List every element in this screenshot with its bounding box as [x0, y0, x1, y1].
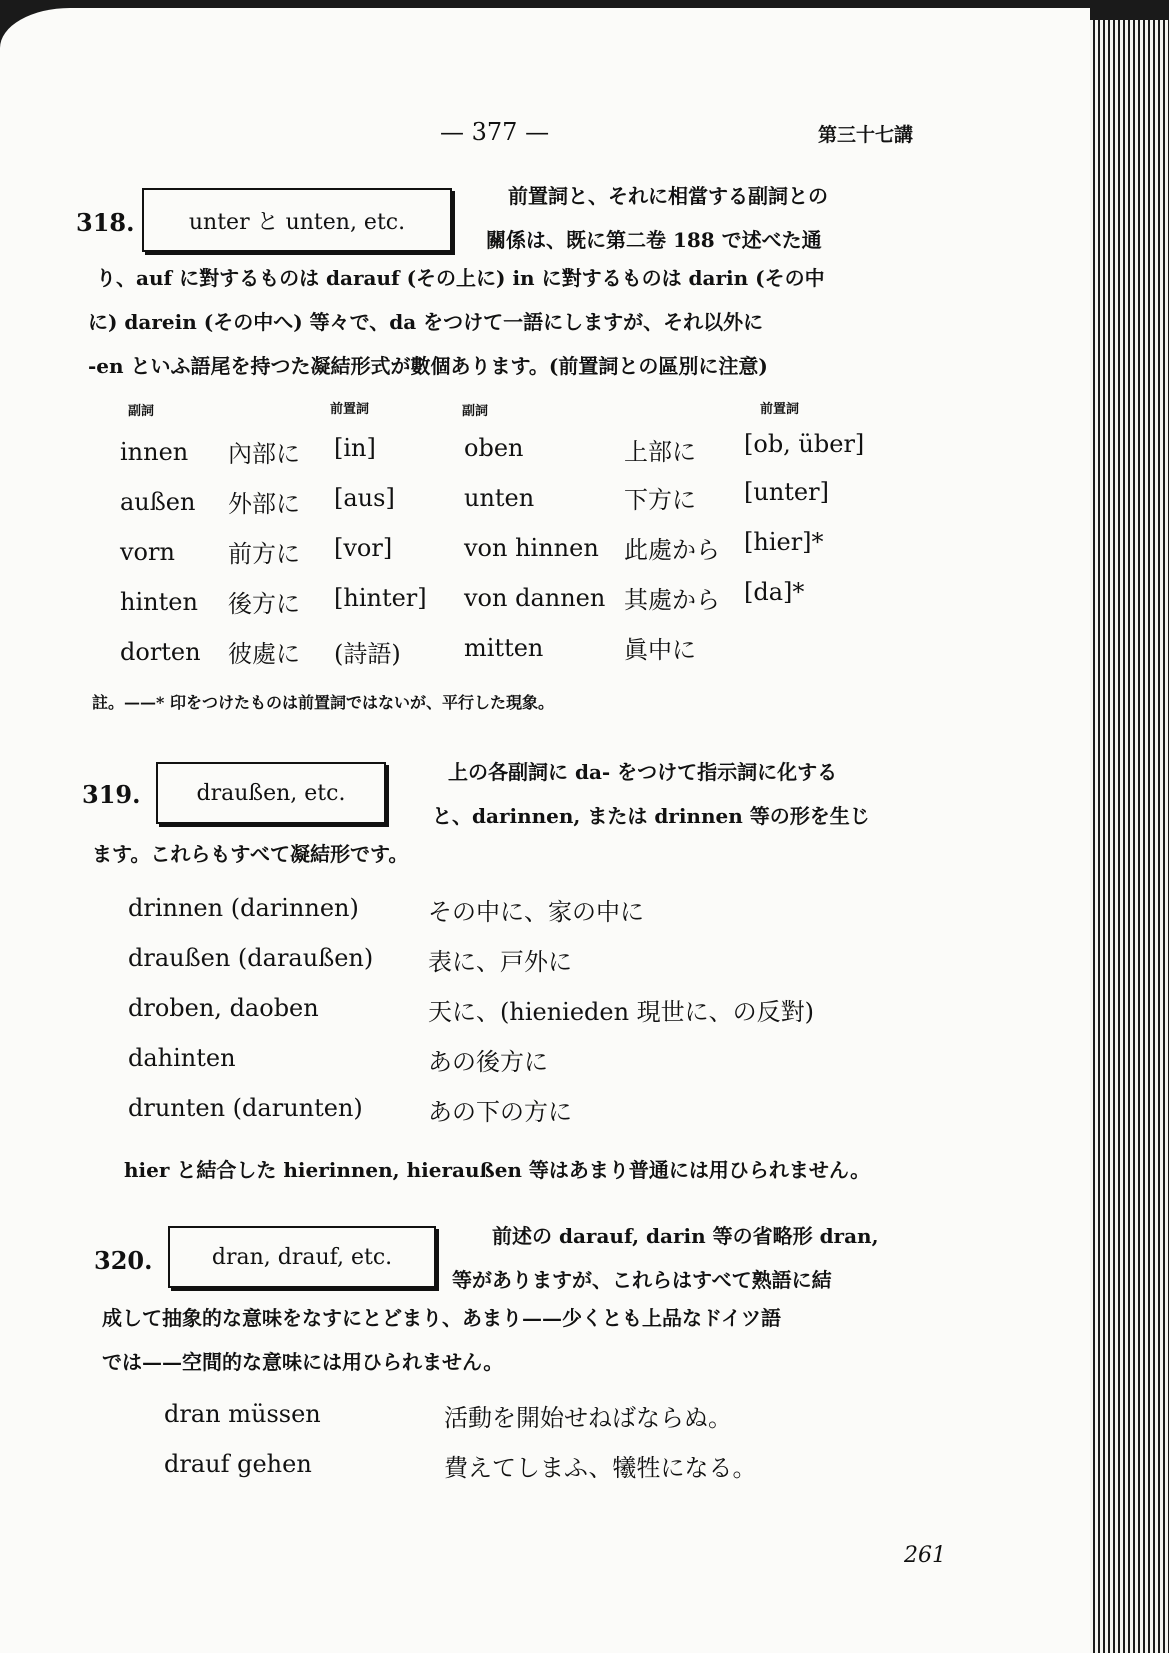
- table-cell: mitten: [464, 634, 544, 662]
- table-cell: 其處から: [624, 586, 720, 614]
- table-cell: dahinten: [128, 1044, 236, 1072]
- paragraph-line: -en といふ語尾を持つた凝結形式が數個あります。(前置詞との區別に注意): [88, 354, 768, 378]
- table-cell: dran müssen: [164, 1400, 321, 1428]
- section-number-319: 319.: [82, 780, 141, 809]
- table-cell: drinnen (darinnen): [128, 894, 359, 922]
- table-cell: innen: [120, 438, 189, 466]
- paragraph-line: ます。これらもすべて凝結形です。: [92, 842, 409, 866]
- section-heading-box-318: [142, 188, 452, 252]
- paragraph-line: では——空間的な意味には用ひられません。: [102, 1350, 504, 1374]
- column-header: 副詞: [462, 404, 489, 419]
- paragraph-line: 前置詞と、それに相當する副詞との: [508, 184, 828, 208]
- paragraph-line: 等がありますが、これらはすべて熟語に結: [452, 1268, 832, 1292]
- paragraph-line: 關係は、既に第二卷 188 で述べた通: [486, 228, 822, 252]
- table-cell: その中に、家の中に: [428, 898, 644, 926]
- section-number-318: 318.: [76, 208, 135, 237]
- table-cell: [hier]*: [744, 528, 824, 556]
- table-cell: 上部に: [624, 438, 696, 466]
- paragraph-line: と、darinnen, または drinnen 等の形を生じ: [432, 804, 870, 828]
- table-cell: 此處から: [624, 536, 720, 564]
- table-cell: außen: [120, 488, 196, 516]
- lecture-title: 第三十七講: [818, 124, 914, 146]
- table-cell: [unter]: [744, 478, 829, 506]
- table-cell: あの後方に: [428, 1048, 548, 1076]
- column-header: 前置詞: [330, 402, 370, 417]
- table-cell: von hinnen: [464, 534, 599, 562]
- table-cell: [vor]: [334, 534, 393, 562]
- page-edge-stack: [1090, 20, 1169, 1653]
- table-cell: drauf gehen: [164, 1450, 312, 1478]
- table-cell: [ob, über]: [744, 430, 865, 458]
- table-cell: droben, daoben: [128, 994, 319, 1022]
- section-number-320: 320.: [94, 1246, 153, 1275]
- table-cell: von dannen: [464, 584, 606, 612]
- table-cell: unten: [464, 484, 535, 512]
- folio-number: 261: [904, 1543, 946, 1568]
- table-cell: oben: [464, 434, 524, 462]
- table-cell: 外部に: [228, 490, 300, 518]
- paragraph-line: 成して抽象的な意味をなすにとどまり、あまり——少くとも上品なドイツ語: [102, 1306, 781, 1330]
- table-cell: あの下の方に: [428, 1098, 572, 1126]
- table-cell: 費えてしまふ、犧牲になる。: [444, 1454, 757, 1482]
- table-cell: 眞中に: [624, 636, 696, 664]
- section-heading-319: draußen, etc.: [196, 780, 346, 806]
- table-cell: 彼處に: [228, 640, 300, 668]
- table-cell: 表に、戸外に: [428, 948, 572, 976]
- paragraph-line: 上の各副詞に da- をつけて指示詞に化する: [448, 760, 838, 784]
- table-cell: 活動を開始せねばならぬ。: [444, 1404, 732, 1432]
- table-cell: 天に、(hienieden 現世に、の反對): [428, 998, 815, 1026]
- table-cell: [da]*: [744, 578, 805, 606]
- table-cell: draußen (daraußen): [128, 944, 374, 972]
- table-cell: hinten: [120, 588, 198, 616]
- book-page: [0, 8, 1090, 1653]
- section-heading-318: unter と unten, etc.: [188, 209, 406, 235]
- section-heading-box-320: [168, 1226, 436, 1288]
- table-cell: 下方に: [624, 486, 696, 514]
- table-cell: 內部に: [228, 440, 300, 468]
- page-number: — 377 —: [440, 118, 550, 146]
- table-cell: dorten: [120, 638, 201, 666]
- column-header: 前置詞: [760, 402, 800, 417]
- table-cell: 前方に: [228, 540, 300, 568]
- table-cell: drunten (darunten): [128, 1094, 363, 1122]
- column-header: 副詞: [128, 404, 155, 419]
- table-cell: (詩語): [334, 640, 401, 668]
- paragraph-line: hier と結合した hierinnen, hieraußen 等はあまり普通には用ひられません。: [124, 1158, 871, 1182]
- table-cell: 後方に: [228, 590, 300, 618]
- table-cell: [hinter]: [334, 584, 427, 612]
- table-cell: vorn: [120, 538, 175, 566]
- footnote: 註。——* 印をつけたものは前置詞ではないが、平行した現象。: [92, 693, 554, 712]
- paragraph-line: に) darein (その中へ) 等々で、da をつけて一語にしますが、それ以外に: [88, 310, 764, 334]
- paragraph-line: 前述の darauf, darin 等の省略形 dran,: [492, 1224, 879, 1248]
- paragraph-line: り、auf に對するものは darauf (その上に) in に對するものは darin (その中: [96, 266, 825, 290]
- table-cell: [in]: [334, 434, 376, 462]
- section-heading-box-319: [156, 762, 386, 824]
- section-heading-320: dran, drauf, etc.: [211, 1244, 393, 1270]
- table-cell: [aus]: [334, 484, 395, 512]
